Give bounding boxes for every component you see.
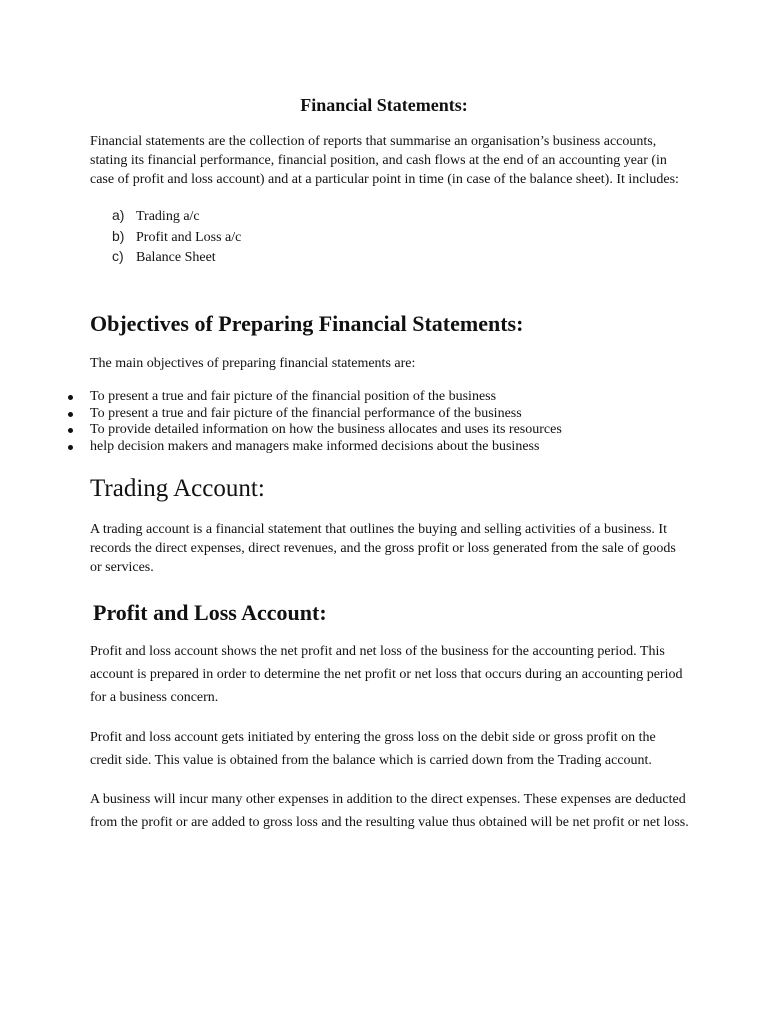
list-item (68, 422, 562, 439)
objectives-list (68, 389, 562, 455)
profit-loss-paragraph-3: A business will incur many other expenses in addition to the direct expenses. These expenses are deducted from the profit or are added to gross loss and the resulting value thus obtained will be net profit or net loss. (90, 792, 689, 830)
list-item-text: To present a true and fair picture of the financial performance of the business (90, 405, 522, 421)
trading-account-body: A trading account is a financial statement that outlines the buying and selling activities of a business. It records the direct expenses, direct revenues, and the gross profit or loss generated from the sale of goods or services. (90, 522, 676, 575)
list-item (68, 406, 562, 423)
list-item-text: Balance Sheet (136, 250, 216, 265)
list-marker: a) (112, 207, 125, 223)
list-item (112, 246, 241, 267)
objectives-intro: The main objectives of preparing financial statements are: (90, 356, 416, 371)
bullet-icon (68, 428, 73, 433)
profit-loss-paragraph-1: Profit and loss account shows the net profit and net loss of the business for the accounting period. This account is prepared in order to determine the net profit or net loss that occurs during an accounting period for a business concern. (90, 644, 683, 705)
list-item (68, 389, 562, 406)
list-item (112, 226, 241, 247)
list-marker: b) (112, 227, 125, 244)
list-item-text: To provide detailed information on how the business allocates and uses its resources (90, 422, 562, 437)
bullet-icon (68, 412, 73, 417)
list-item-text: To present a true and fair picture of the financial position of the business (90, 389, 497, 404)
trading-account-heading: Trading Account: (90, 475, 265, 502)
financial-statements-heading: Financial Statements: (300, 95, 468, 115)
list-item-text: Trading a/c (136, 209, 200, 224)
list-item-text: Profit and Loss a/c (136, 229, 242, 245)
objectives-heading: Objectives of Preparing Financial Statements: (90, 311, 524, 336)
bullet-icon (68, 445, 73, 450)
profit-loss-paragraph-2: Profit and loss account gets initiated by entering the gross loss on the debit side or gross profit on the credit side. This value is obtained from the balance which is carried down from the Trading account. (90, 730, 656, 768)
profit-loss-heading: Profit and Loss Account: (93, 600, 327, 625)
list-item (112, 205, 241, 226)
list-item-text: help decision makers and managers make informed decisions about the business (90, 438, 540, 454)
statement-types-list (112, 205, 241, 267)
list-item (68, 439, 562, 456)
financial-statements-intro: Financial statements are the collection of reports that summarise an organisation’s business accounts, stating its financial performance, financial position, and cash flows at the end of an accounting year (in case of profit and loss account) and at a particular point in time (in case of the balance sheet). It includes: (90, 134, 679, 187)
list-marker: c) (112, 248, 124, 264)
bullet-icon (68, 395, 73, 400)
